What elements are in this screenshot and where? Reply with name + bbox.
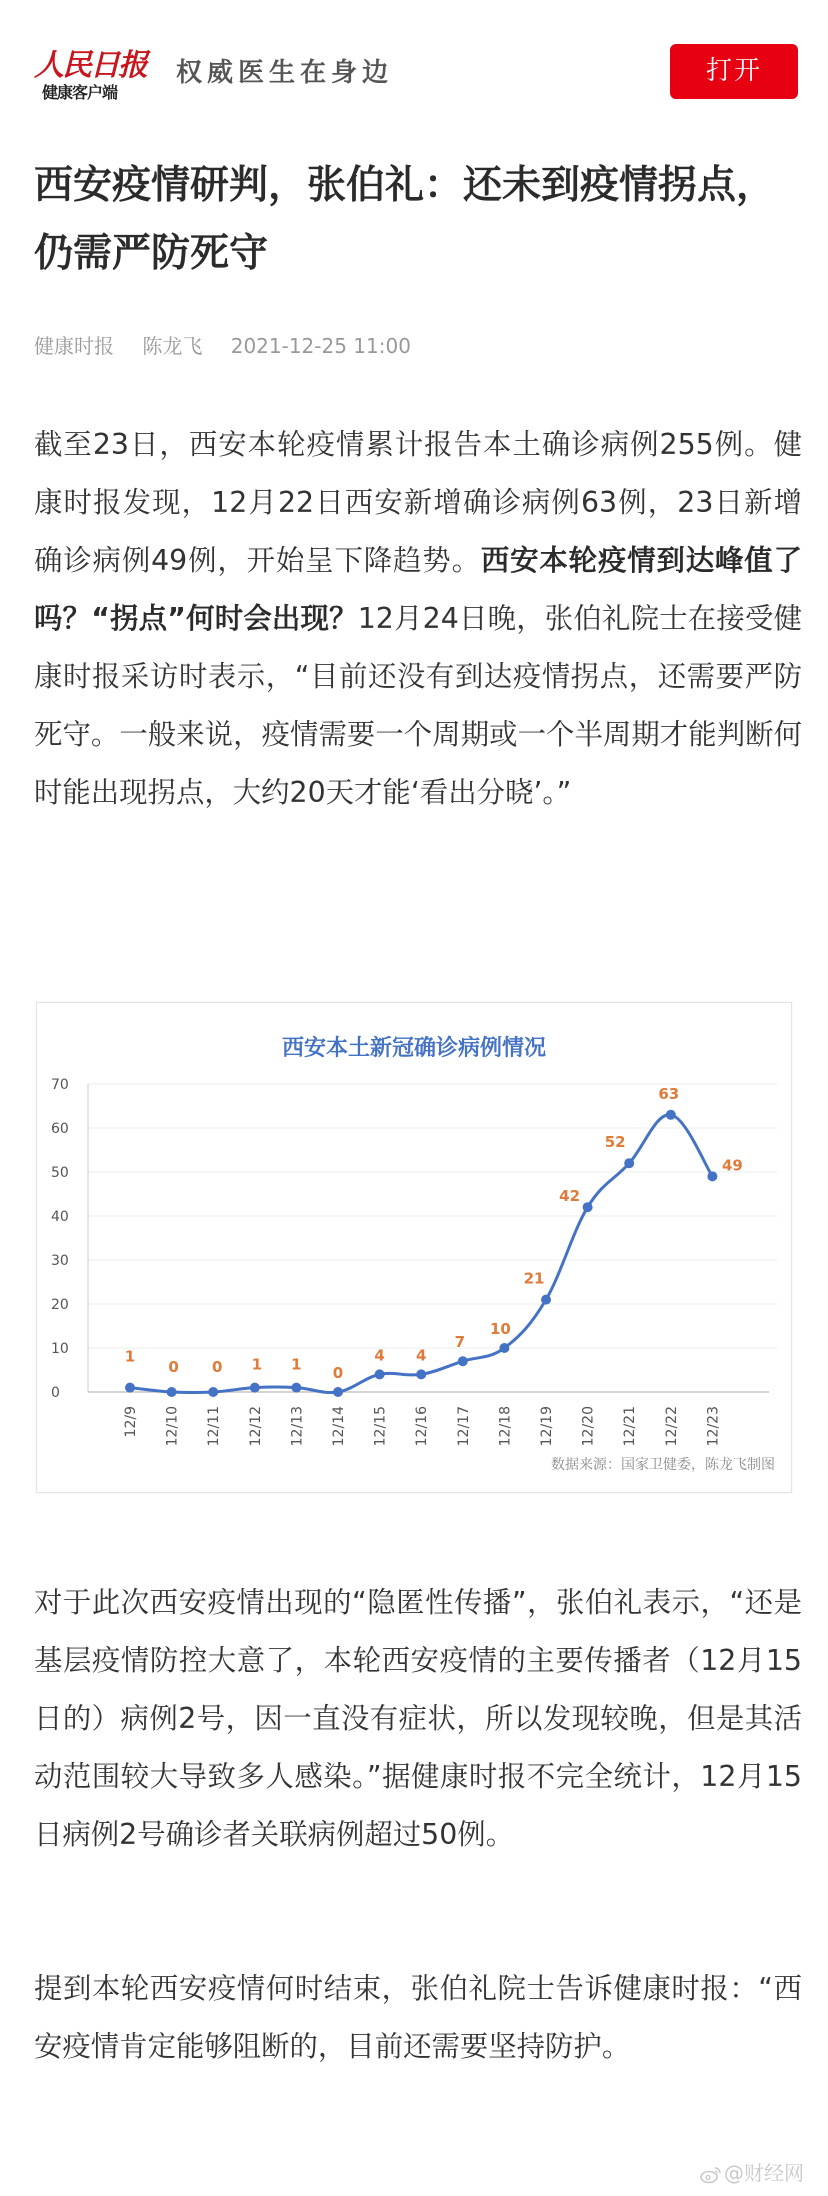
weibo-icon <box>700 2166 722 2184</box>
watermark-text: @财经网 <box>724 2161 804 2185</box>
x-tick-label: 12/14 <box>331 1406 347 1447</box>
y-tick-label: 0 <box>51 1385 60 1401</box>
open-app-button[interactable]: 打开 <box>670 44 798 99</box>
app-banner <box>0 0 828 140</box>
data-point <box>291 1383 301 1393</box>
data-point <box>125 1383 135 1393</box>
y-tick-label: 40 <box>51 1209 69 1225</box>
logo-brand-text: 人民日报 <box>34 48 146 83</box>
data-label: 1 <box>251 1355 263 1374</box>
x-tick-label: 12/10 <box>164 1406 181 1447</box>
chart-image <box>36 1002 792 1493</box>
x-tick-label: 12/22 <box>663 1406 680 1447</box>
x-tick-label: 12/20 <box>580 1406 597 1447</box>
data-label: 52 <box>604 1133 626 1152</box>
x-tick-label: 12/13 <box>289 1406 306 1447</box>
data-label: 1 <box>291 1355 302 1374</box>
data-point <box>624 1158 634 1168</box>
paragraph-text: 截至23日，西安本轮疫情累计报告本土确诊病例255例。健康时报发现，12月22日西安新增确诊病例63例，23日新增确诊病例49例，开始呈下降趋势。 <box>34 428 802 577</box>
article-paragraph-2: 对于此次西安疫情出现的“隐匿性传播”，张伯礼表示，“还是基层疫情防控大意了，本轮西安疫情的主要传播者（12月15日的）病例2号，因一直没有症状，所以发现较晚，但是其活动范围较大导致多人感染。”据健康时报不完全统计，12月15日病例2号确诊者关联病例超过50例。 <box>34 1586 802 1851</box>
data-label: 0 <box>332 1364 344 1382</box>
article-title: 西安疫情研判，张伯礼：还未到疫情拐点，仍需严防死守 <box>34 163 776 276</box>
data-label: 4 <box>415 1346 427 1365</box>
data-label: 42 <box>559 1187 581 1206</box>
x-tick-label: 12/19 <box>539 1406 555 1447</box>
data-point <box>666 1110 676 1120</box>
line-chart <box>37 1003 791 1492</box>
y-tick-label: 30 <box>51 1253 69 1269</box>
data-label: 7 <box>454 1333 466 1352</box>
article-source: 健康时报 <box>34 334 114 358</box>
data-point <box>583 1202 593 1212</box>
article-author: 陈龙飞 <box>142 334 203 358</box>
data-label: 49 <box>721 1156 743 1175</box>
data-point <box>541 1295 551 1305</box>
x-tick-label: 12/21 <box>622 1406 639 1447</box>
x-tick-label: 12/12 <box>247 1406 264 1447</box>
article-datetime: 2021-12-25 11:00 <box>230 334 411 358</box>
chart-title: 西安本土新冠确诊病例情况 <box>281 1036 547 1061</box>
x-tick-label: 12/18 <box>497 1406 514 1447</box>
y-tick-label: 60 <box>51 1121 69 1137</box>
data-label: 21 <box>523 1269 545 1288</box>
data-point <box>250 1383 260 1393</box>
paragraph-bold-text: 西安本轮疫情到达峰值了吗？“拐点”何时会出现？ <box>34 544 802 635</box>
data-point <box>416 1369 426 1379</box>
article-paragraph-3: 提到本轮西安疫情何时结束，张伯礼院士告诉健康时报：“西安疫情肯定能够阻断的，目前还需要坚持防护。 <box>34 1972 802 2063</box>
data-label: 0 <box>168 1358 179 1376</box>
y-tick-label: 20 <box>51 1297 69 1313</box>
article-paragraph-1 <box>34 416 802 822</box>
data-point <box>333 1387 343 1397</box>
y-tick-label: 50 <box>51 1165 69 1181</box>
data-point <box>707 1171 717 1181</box>
data-label: 1 <box>124 1347 136 1366</box>
x-tick-label: 12/17 <box>455 1406 472 1447</box>
data-label: 10 <box>489 1320 511 1338</box>
slogan: 权威医生在身边 <box>176 58 394 88</box>
logo-sub-text: 健康客户端 <box>42 83 118 102</box>
article-meta <box>34 330 433 359</box>
data-label: 0 <box>211 1358 223 1376</box>
data-point <box>458 1356 468 1366</box>
data-point <box>499 1343 509 1353</box>
watermark <box>700 2157 804 2186</box>
data-label: 63 <box>658 1084 680 1103</box>
data-label: 4 <box>374 1346 385 1365</box>
x-tick-label: 12/11 <box>206 1406 223 1447</box>
x-tick-label: 12/23 <box>705 1406 722 1447</box>
y-tick-label: 10 <box>51 1341 69 1357</box>
data-point <box>375 1369 385 1379</box>
x-tick-label: 12/15 <box>372 1406 389 1447</box>
paragraph-text: 12月24日晚，张伯礼院士在接受健康时报采访时表示，“目前还没有到达疫情拐点，还需要严防死守。一般来说，疫情需要一个周期或一个半周期才能判断何时能出现拐点，大约20天才能‘看出分晓’。” <box>34 602 802 809</box>
x-tick-label: 12/16 <box>414 1406 431 1447</box>
data-point <box>167 1387 177 1397</box>
logo <box>34 40 144 108</box>
chart-source-note: 数据来源：国家卫健委，陈龙飞制图 <box>551 1457 775 1473</box>
x-tick-label: 12/9 <box>123 1406 139 1438</box>
data-point <box>208 1387 218 1397</box>
y-tick-label: 70 <box>51 1077 69 1093</box>
